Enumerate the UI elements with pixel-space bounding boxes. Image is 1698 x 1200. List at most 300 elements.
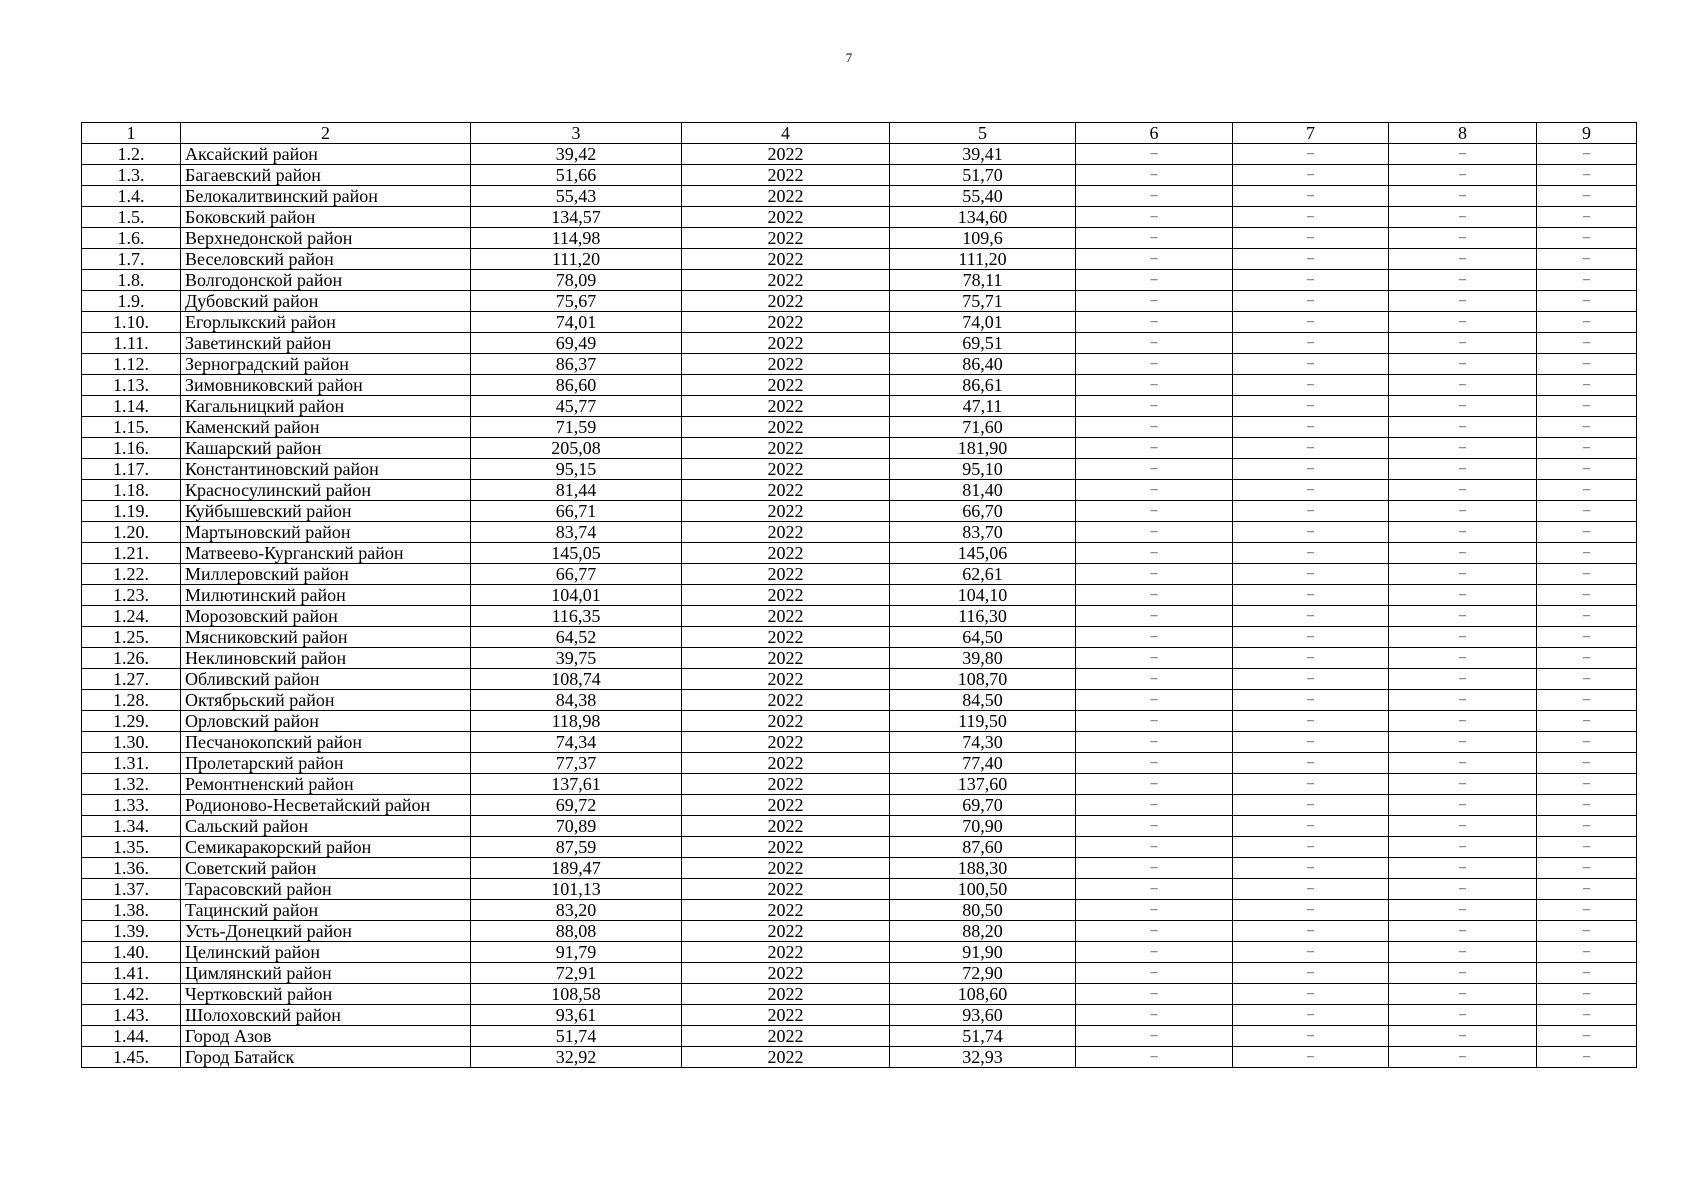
district-name-cell: Волгодонской район bbox=[181, 270, 471, 291]
dash-cell: – bbox=[1076, 144, 1233, 165]
table-row bbox=[82, 795, 1637, 816]
district-name-cell: Зимовниковский район bbox=[181, 375, 471, 396]
table-row bbox=[82, 543, 1637, 564]
dash-cell: – bbox=[1537, 480, 1637, 501]
table-row bbox=[82, 1026, 1637, 1047]
table-row bbox=[82, 669, 1637, 690]
value-cell: 32,93 bbox=[890, 1047, 1076, 1068]
value-cell: 189,47 bbox=[471, 858, 682, 879]
dash-cell: – bbox=[1076, 837, 1233, 858]
dash-cell: – bbox=[1233, 732, 1389, 753]
year-cell: 2022 bbox=[682, 627, 890, 648]
row-number-cell: 1.32. bbox=[82, 774, 181, 795]
dash-cell: – bbox=[1389, 900, 1537, 921]
year-cell: 2022 bbox=[682, 396, 890, 417]
district-name-cell: Орловский район bbox=[181, 711, 471, 732]
dash-cell: – bbox=[1389, 375, 1537, 396]
dash-cell: – bbox=[1389, 417, 1537, 438]
dash-cell: – bbox=[1389, 459, 1537, 480]
row-number-cell: 1.4. bbox=[82, 186, 181, 207]
value-cell: 77,37 bbox=[471, 753, 682, 774]
dash-cell: – bbox=[1233, 270, 1389, 291]
year-cell: 2022 bbox=[682, 375, 890, 396]
table-row bbox=[82, 270, 1637, 291]
value-cell: 70,90 bbox=[890, 816, 1076, 837]
district-name-cell: Родионово-Несветайский район bbox=[181, 795, 471, 816]
value-cell: 74,30 bbox=[890, 732, 1076, 753]
dash-cell: – bbox=[1537, 984, 1637, 1005]
district-name-cell: Егорлыкский район bbox=[181, 312, 471, 333]
dash-cell: – bbox=[1389, 396, 1537, 417]
table-body bbox=[82, 123, 1637, 1068]
value-cell: 51,74 bbox=[890, 1026, 1076, 1047]
district-name-cell: Советский район bbox=[181, 858, 471, 879]
value-cell: 69,49 bbox=[471, 333, 682, 354]
dash-cell: – bbox=[1076, 501, 1233, 522]
dash-cell: – bbox=[1233, 900, 1389, 921]
table-row bbox=[82, 480, 1637, 501]
dash-cell: – bbox=[1389, 858, 1537, 879]
dash-cell: – bbox=[1537, 795, 1637, 816]
table-row bbox=[82, 459, 1637, 480]
value-cell: 51,70 bbox=[890, 165, 1076, 186]
district-name-cell: Веселовский район bbox=[181, 249, 471, 270]
table-row bbox=[82, 858, 1637, 879]
table-row bbox=[82, 1047, 1637, 1068]
dash-cell: – bbox=[1076, 984, 1233, 1005]
dash-cell: – bbox=[1389, 921, 1537, 942]
dash-cell: – bbox=[1076, 417, 1233, 438]
row-number-cell: 1.40. bbox=[82, 942, 181, 963]
row-number-cell: 1.23. bbox=[82, 585, 181, 606]
dash-cell: – bbox=[1233, 690, 1389, 711]
value-cell: 39,41 bbox=[890, 144, 1076, 165]
page-number: 7 bbox=[845, 50, 853, 65]
dash-cell: – bbox=[1537, 312, 1637, 333]
dash-cell: – bbox=[1076, 333, 1233, 354]
dash-cell: – bbox=[1233, 984, 1389, 1005]
year-cell: 2022 bbox=[682, 1005, 890, 1026]
dash-cell: – bbox=[1233, 753, 1389, 774]
dash-cell: – bbox=[1076, 1047, 1233, 1068]
year-cell: 2022 bbox=[682, 606, 890, 627]
table-row bbox=[82, 186, 1637, 207]
dash-cell: – bbox=[1076, 711, 1233, 732]
dash-cell: – bbox=[1076, 1026, 1233, 1047]
value-cell: 84,50 bbox=[890, 690, 1076, 711]
district-name-cell: Аксайский район bbox=[181, 144, 471, 165]
dash-cell: – bbox=[1076, 858, 1233, 879]
row-number-cell: 1.34. bbox=[82, 816, 181, 837]
value-cell: 145,05 bbox=[471, 543, 682, 564]
value-cell: 39,80 bbox=[890, 648, 1076, 669]
row-number-cell: 1.13. bbox=[82, 375, 181, 396]
table-row bbox=[82, 354, 1637, 375]
dash-cell: – bbox=[1233, 480, 1389, 501]
table-row bbox=[82, 291, 1637, 312]
dash-cell: – bbox=[1537, 585, 1637, 606]
dash-cell: – bbox=[1076, 648, 1233, 669]
district-name-cell: Шолоховский район bbox=[181, 1005, 471, 1026]
value-cell: 91,79 bbox=[471, 942, 682, 963]
dash-cell: – bbox=[1076, 690, 1233, 711]
district-name-cell: Город Азов bbox=[181, 1026, 471, 1047]
dash-cell: – bbox=[1389, 669, 1537, 690]
dash-cell: – bbox=[1076, 186, 1233, 207]
value-cell: 55,40 bbox=[890, 186, 1076, 207]
value-cell: 39,42 bbox=[471, 144, 682, 165]
year-cell: 2022 bbox=[682, 480, 890, 501]
value-cell: 95,15 bbox=[471, 459, 682, 480]
year-cell: 2022 bbox=[682, 690, 890, 711]
dash-cell: – bbox=[1389, 879, 1537, 900]
dash-cell: – bbox=[1233, 648, 1389, 669]
dash-cell: – bbox=[1537, 879, 1637, 900]
dash-cell: – bbox=[1537, 858, 1637, 879]
dash-cell: – bbox=[1389, 795, 1537, 816]
dash-cell: – bbox=[1233, 207, 1389, 228]
year-cell: 2022 bbox=[682, 270, 890, 291]
dash-cell: – bbox=[1389, 774, 1537, 795]
district-name-cell: Куйбышевский район bbox=[181, 501, 471, 522]
year-cell: 2022 bbox=[682, 333, 890, 354]
dash-cell: – bbox=[1076, 816, 1233, 837]
year-cell: 2022 bbox=[682, 1026, 890, 1047]
dash-cell: – bbox=[1537, 774, 1637, 795]
dash-cell: – bbox=[1537, 690, 1637, 711]
dash-cell: – bbox=[1076, 669, 1233, 690]
district-name-cell: Город Батайск bbox=[181, 1047, 471, 1068]
dash-cell: – bbox=[1233, 816, 1389, 837]
dash-cell: – bbox=[1233, 291, 1389, 312]
row-number-cell: 1.42. bbox=[82, 984, 181, 1005]
row-number-cell: 1.12. bbox=[82, 354, 181, 375]
dash-cell: – bbox=[1233, 501, 1389, 522]
dash-cell: – bbox=[1389, 186, 1537, 207]
year-cell: 2022 bbox=[682, 942, 890, 963]
value-cell: 81,44 bbox=[471, 480, 682, 501]
value-cell: 116,35 bbox=[471, 606, 682, 627]
dash-cell: – bbox=[1076, 606, 1233, 627]
value-cell: 116,30 bbox=[890, 606, 1076, 627]
value-cell: 55,43 bbox=[471, 186, 682, 207]
district-name-cell: Семикаракорский район bbox=[181, 837, 471, 858]
table-row bbox=[82, 585, 1637, 606]
value-cell: 66,77 bbox=[471, 564, 682, 585]
dash-cell: – bbox=[1076, 942, 1233, 963]
year-cell: 2022 bbox=[682, 711, 890, 732]
value-cell: 51,74 bbox=[471, 1026, 682, 1047]
year-cell: 2022 bbox=[682, 522, 890, 543]
table-row bbox=[82, 501, 1637, 522]
dash-cell: – bbox=[1076, 291, 1233, 312]
dash-cell: – bbox=[1076, 921, 1233, 942]
dash-cell: – bbox=[1389, 1047, 1537, 1068]
year-cell: 2022 bbox=[682, 1047, 890, 1068]
dash-cell: – bbox=[1076, 228, 1233, 249]
dash-cell: – bbox=[1076, 459, 1233, 480]
year-cell: 2022 bbox=[682, 354, 890, 375]
dash-cell: – bbox=[1076, 270, 1233, 291]
dash-cell: – bbox=[1389, 312, 1537, 333]
column-header: 4 bbox=[682, 123, 890, 144]
row-number-cell: 1.2. bbox=[82, 144, 181, 165]
value-cell: 45,77 bbox=[471, 396, 682, 417]
dash-cell: – bbox=[1389, 207, 1537, 228]
data-table bbox=[81, 122, 1637, 1068]
table-row bbox=[82, 921, 1637, 942]
value-cell: 134,57 bbox=[471, 207, 682, 228]
district-name-cell: Целинский район bbox=[181, 942, 471, 963]
district-name-cell: Обливский район bbox=[181, 669, 471, 690]
value-cell: 108,70 bbox=[890, 669, 1076, 690]
dash-cell: – bbox=[1537, 522, 1637, 543]
value-cell: 32,92 bbox=[471, 1047, 682, 1068]
row-number-cell: 1.27. bbox=[82, 669, 181, 690]
value-cell: 64,50 bbox=[890, 627, 1076, 648]
column-header: 2 bbox=[181, 123, 471, 144]
row-number-cell: 1.18. bbox=[82, 480, 181, 501]
district-name-cell: Боковский район bbox=[181, 207, 471, 228]
dash-cell: – bbox=[1389, 753, 1537, 774]
dash-cell: – bbox=[1233, 711, 1389, 732]
value-cell: 86,40 bbox=[890, 354, 1076, 375]
dash-cell: – bbox=[1233, 375, 1389, 396]
value-cell: 181,90 bbox=[890, 438, 1076, 459]
column-header: 7 bbox=[1233, 123, 1389, 144]
dash-cell: – bbox=[1389, 438, 1537, 459]
value-cell: 88,08 bbox=[471, 921, 682, 942]
value-cell: 93,61 bbox=[471, 1005, 682, 1026]
column-header: 5 bbox=[890, 123, 1076, 144]
value-cell: 74,01 bbox=[890, 312, 1076, 333]
dash-cell: – bbox=[1233, 774, 1389, 795]
dash-cell: – bbox=[1537, 942, 1637, 963]
year-cell: 2022 bbox=[682, 753, 890, 774]
dash-cell: – bbox=[1076, 354, 1233, 375]
value-cell: 87,59 bbox=[471, 837, 682, 858]
table-row bbox=[82, 963, 1637, 984]
dash-cell: – bbox=[1537, 438, 1637, 459]
year-cell: 2022 bbox=[682, 165, 890, 186]
row-number-cell: 1.8. bbox=[82, 270, 181, 291]
district-name-cell: Тацинский район bbox=[181, 900, 471, 921]
dash-cell: – bbox=[1537, 963, 1637, 984]
value-cell: 64,52 bbox=[471, 627, 682, 648]
dash-cell: – bbox=[1233, 543, 1389, 564]
value-cell: 75,67 bbox=[471, 291, 682, 312]
row-number-cell: 1.33. bbox=[82, 795, 181, 816]
year-cell: 2022 bbox=[682, 543, 890, 564]
value-cell: 70,89 bbox=[471, 816, 682, 837]
dash-cell: – bbox=[1233, 627, 1389, 648]
district-name-cell: Матвеево-Курганский район bbox=[181, 543, 471, 564]
district-name-cell: Кашарский район bbox=[181, 438, 471, 459]
dash-cell: – bbox=[1233, 459, 1389, 480]
column-header: 1 bbox=[82, 123, 181, 144]
dash-cell: – bbox=[1537, 333, 1637, 354]
dash-cell: – bbox=[1233, 249, 1389, 270]
value-cell: 137,61 bbox=[471, 774, 682, 795]
dash-cell: – bbox=[1076, 438, 1233, 459]
district-name-cell: Тарасовский район bbox=[181, 879, 471, 900]
value-cell: 100,50 bbox=[890, 879, 1076, 900]
year-cell: 2022 bbox=[682, 669, 890, 690]
dash-cell: – bbox=[1389, 837, 1537, 858]
row-number-cell: 1.14. bbox=[82, 396, 181, 417]
dash-cell: – bbox=[1537, 711, 1637, 732]
value-cell: 111,20 bbox=[890, 249, 1076, 270]
dash-cell: – bbox=[1389, 291, 1537, 312]
row-number-cell: 1.17. bbox=[82, 459, 181, 480]
value-cell: 66,70 bbox=[890, 501, 1076, 522]
dash-cell: – bbox=[1537, 669, 1637, 690]
dash-cell: – bbox=[1233, 312, 1389, 333]
year-cell: 2022 bbox=[682, 900, 890, 921]
dash-cell: – bbox=[1537, 1047, 1637, 1068]
dash-cell: – bbox=[1389, 144, 1537, 165]
table-row bbox=[82, 228, 1637, 249]
row-number-cell: 1.19. bbox=[82, 501, 181, 522]
dash-cell: – bbox=[1233, 669, 1389, 690]
value-cell: 78,11 bbox=[890, 270, 1076, 291]
district-name-cell: Белокалитвинский район bbox=[181, 186, 471, 207]
row-number-cell: 1.36. bbox=[82, 858, 181, 879]
value-cell: 88,20 bbox=[890, 921, 1076, 942]
dash-cell: – bbox=[1389, 606, 1537, 627]
district-name-cell: Милютинский район bbox=[181, 585, 471, 606]
table-row bbox=[82, 837, 1637, 858]
dash-cell: – bbox=[1076, 207, 1233, 228]
dash-cell: – bbox=[1233, 417, 1389, 438]
district-name-cell: Усть-Донецкий район bbox=[181, 921, 471, 942]
district-name-cell: Кагальницкий район bbox=[181, 396, 471, 417]
district-name-cell: Октябрьский район bbox=[181, 690, 471, 711]
table-row bbox=[82, 816, 1637, 837]
row-number-cell: 1.39. bbox=[82, 921, 181, 942]
dash-cell: – bbox=[1389, 690, 1537, 711]
dash-cell: – bbox=[1233, 165, 1389, 186]
dash-cell: – bbox=[1233, 1026, 1389, 1047]
value-cell: 86,37 bbox=[471, 354, 682, 375]
value-cell: 188,30 bbox=[890, 858, 1076, 879]
value-cell: 119,50 bbox=[890, 711, 1076, 732]
table-row bbox=[82, 312, 1637, 333]
dash-cell: – bbox=[1076, 1005, 1233, 1026]
dash-cell: – bbox=[1233, 564, 1389, 585]
value-cell: 104,01 bbox=[471, 585, 682, 606]
table-row bbox=[82, 375, 1637, 396]
table-row bbox=[82, 774, 1637, 795]
value-cell: 83,74 bbox=[471, 522, 682, 543]
row-number-cell: 1.20. bbox=[82, 522, 181, 543]
dash-cell: – bbox=[1389, 354, 1537, 375]
dash-cell: – bbox=[1537, 249, 1637, 270]
row-number-cell: 1.24. bbox=[82, 606, 181, 627]
value-cell: 69,51 bbox=[890, 333, 1076, 354]
dash-cell: – bbox=[1537, 921, 1637, 942]
table-row bbox=[82, 417, 1637, 438]
dash-cell: – bbox=[1076, 249, 1233, 270]
dash-cell: – bbox=[1389, 1026, 1537, 1047]
district-name-cell: Песчанокопский район bbox=[181, 732, 471, 753]
value-cell: 134,60 bbox=[890, 207, 1076, 228]
district-name-cell: Мясниковский район bbox=[181, 627, 471, 648]
table-row bbox=[82, 984, 1637, 1005]
dash-cell: – bbox=[1537, 396, 1637, 417]
dash-cell: – bbox=[1233, 837, 1389, 858]
value-cell: 137,60 bbox=[890, 774, 1076, 795]
dash-cell: – bbox=[1537, 753, 1637, 774]
dash-cell: – bbox=[1233, 942, 1389, 963]
dash-cell: – bbox=[1537, 165, 1637, 186]
value-cell: 87,60 bbox=[890, 837, 1076, 858]
table-row bbox=[82, 690, 1637, 711]
dash-cell: – bbox=[1233, 144, 1389, 165]
value-cell: 86,60 bbox=[471, 375, 682, 396]
value-cell: 62,61 bbox=[890, 564, 1076, 585]
year-cell: 2022 bbox=[682, 228, 890, 249]
dash-cell: – bbox=[1537, 417, 1637, 438]
row-number-cell: 1.43. bbox=[82, 1005, 181, 1026]
dash-cell: – bbox=[1389, 564, 1537, 585]
row-number-cell: 1.45. bbox=[82, 1047, 181, 1068]
value-cell: 95,10 bbox=[890, 459, 1076, 480]
row-number-cell: 1.44. bbox=[82, 1026, 181, 1047]
column-header: 9 bbox=[1537, 123, 1637, 144]
row-number-cell: 1.22. bbox=[82, 564, 181, 585]
year-cell: 2022 bbox=[682, 963, 890, 984]
dash-cell: – bbox=[1389, 249, 1537, 270]
value-cell: 108,74 bbox=[471, 669, 682, 690]
table-row bbox=[82, 879, 1637, 900]
dash-cell: – bbox=[1233, 795, 1389, 816]
row-number-cell: 1.21. bbox=[82, 543, 181, 564]
dash-cell: – bbox=[1537, 186, 1637, 207]
dash-cell: – bbox=[1389, 627, 1537, 648]
dash-cell: – bbox=[1537, 816, 1637, 837]
year-cell: 2022 bbox=[682, 564, 890, 585]
value-cell: 81,40 bbox=[890, 480, 1076, 501]
row-number-cell: 1.31. bbox=[82, 753, 181, 774]
year-cell: 2022 bbox=[682, 774, 890, 795]
dash-cell: – bbox=[1389, 711, 1537, 732]
table-row bbox=[82, 564, 1637, 585]
dash-cell: – bbox=[1233, 396, 1389, 417]
district-name-cell: Зерноградский район bbox=[181, 354, 471, 375]
table-row bbox=[82, 165, 1637, 186]
value-cell: 75,71 bbox=[890, 291, 1076, 312]
row-number-cell: 1.15. bbox=[82, 417, 181, 438]
value-cell: 47,11 bbox=[890, 396, 1076, 417]
dash-cell: – bbox=[1537, 270, 1637, 291]
value-cell: 77,40 bbox=[890, 753, 1076, 774]
dash-cell: – bbox=[1537, 543, 1637, 564]
district-name-cell: Пролетарский район bbox=[181, 753, 471, 774]
row-number-cell: 1.16. bbox=[82, 438, 181, 459]
table-row bbox=[82, 732, 1637, 753]
district-name-cell: Каменский район bbox=[181, 417, 471, 438]
value-cell: 74,01 bbox=[471, 312, 682, 333]
dash-cell: – bbox=[1233, 1047, 1389, 1068]
year-cell: 2022 bbox=[682, 438, 890, 459]
dash-cell: – bbox=[1076, 585, 1233, 606]
dash-cell: – bbox=[1233, 879, 1389, 900]
table-row bbox=[82, 648, 1637, 669]
row-number-cell: 1.37. bbox=[82, 879, 181, 900]
row-number-cell: 1.35. bbox=[82, 837, 181, 858]
value-cell: 86,61 bbox=[890, 375, 1076, 396]
